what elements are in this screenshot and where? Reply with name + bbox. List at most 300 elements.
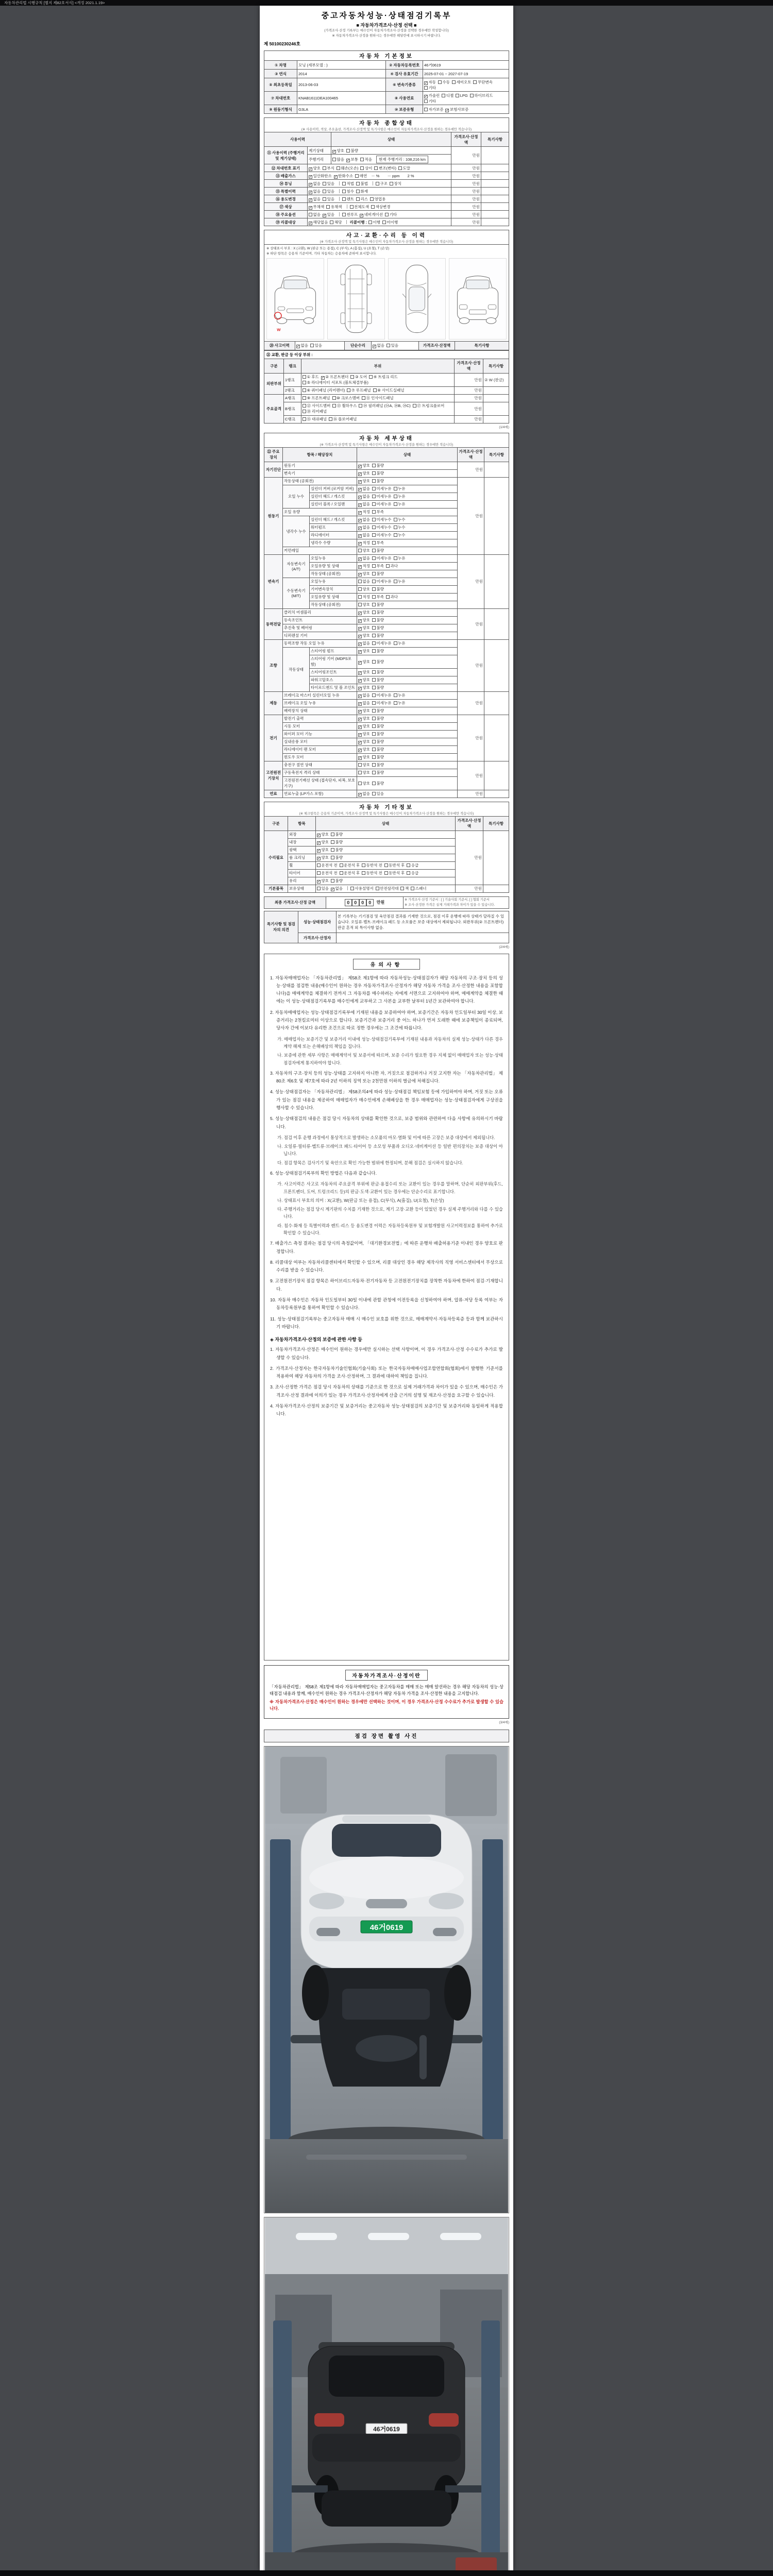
option-label: 누유: [398, 693, 406, 698]
sub-group-label: 오일 누수: [283, 485, 310, 508]
checkbox-icon: [372, 510, 376, 514]
checkbox-option: [473, 79, 492, 85]
checkbox-icon: [372, 556, 376, 560]
checkbox-icon: [376, 182, 379, 185]
checkbox-icon: [358, 580, 362, 583]
checkbox-option: [358, 517, 370, 522]
form-reference-strip: [0, 0, 773, 6]
checkbox-icon: [332, 396, 336, 400]
status-cell: [357, 668, 458, 676]
option-label: 불량: [376, 716, 384, 721]
checkbox-option: [386, 563, 398, 569]
item-label: 파워고압호스: [310, 676, 357, 684]
checkbox-checked-icon: ✓: [309, 167, 312, 171]
option-label: 양호: [362, 708, 371, 714]
accident-history-label: ⑳ 사고이력: [264, 341, 295, 350]
extra-value: 현재 주행거리 : 108,216 km: [376, 156, 428, 163]
checkbox-option: [372, 659, 384, 665]
section-basic-header: [264, 50, 509, 60]
table-header-row: [264, 447, 509, 462]
status-cell: [308, 188, 451, 195]
item-label: 윈도우 모터: [283, 753, 357, 761]
checkbox-icon: [323, 182, 326, 185]
option-label: 있음: [327, 189, 334, 194]
checkbox-option: [342, 196, 354, 202]
checkbox-icon: [342, 190, 346, 193]
sub-group-label: 수동변속기 (M/T): [283, 578, 310, 608]
checkbox-icon: [372, 732, 376, 736]
car-diagram-top: [388, 258, 446, 340]
simple-repair-status: [372, 341, 419, 350]
option-label: 자가보증: [428, 107, 444, 112]
final-amount-value: [326, 896, 404, 908]
checkbox-checked-icon: ✓: [359, 488, 362, 492]
price-cell: 만원: [458, 691, 484, 715]
checkbox-option: [372, 791, 384, 796]
remark-cell: [481, 188, 509, 195]
checkbox-icon: [323, 166, 326, 170]
checkbox-icon: [323, 190, 326, 193]
checkbox-checked-icon: ✓: [360, 213, 363, 217]
status-cell: [357, 691, 458, 699]
option-label: 불량: [350, 148, 359, 153]
item-label: 오일누유: [310, 554, 357, 562]
checkbox-option: [358, 579, 370, 584]
checkbox-icon: [303, 410, 306, 413]
checkbox-option: [358, 478, 370, 484]
option-label: 수동: [442, 79, 450, 84]
checkbox-option: [372, 563, 384, 569]
option-label: 있음: [376, 791, 384, 796]
checkbox-option: [394, 517, 406, 522]
checkbox-icon: [384, 863, 388, 867]
status-cell: [357, 493, 458, 500]
checkbox-icon: [386, 564, 390, 568]
checkbox-option: [424, 98, 436, 104]
checkbox-icon: [372, 580, 376, 583]
checkbox-option: [334, 173, 353, 179]
checkbox-icon: [346, 149, 350, 152]
option-label: 양호: [362, 463, 371, 468]
option-label: 불량: [376, 618, 384, 623]
checkbox-option: [360, 212, 383, 217]
item-label: B랭크: [284, 402, 301, 415]
checkbox-option: [309, 219, 328, 225]
option-label: 운전석 후: [344, 863, 360, 868]
option-label: 양호: [321, 840, 329, 845]
table-row: [264, 341, 509, 350]
column-header: 상태: [357, 447, 458, 462]
option-label: 사용설명서: [355, 886, 374, 891]
checkbox-option: [296, 343, 308, 348]
document-note-1: (가격조사·산정 기록부는 매수인이 자동차가격조사·산정을 선택한 경우에만 작성합니다): [324, 29, 449, 32]
status-cell: [357, 462, 458, 469]
table-row: [264, 70, 509, 78]
checkbox-icon: [309, 213, 312, 216]
status-cell: [357, 684, 458, 691]
checkbox-option: [394, 640, 406, 646]
option-label: 동반석 후: [389, 871, 405, 876]
checkbox-checked-icon: ✓: [359, 519, 362, 523]
checkbox-option: [358, 494, 370, 499]
checkbox-icon: [372, 471, 376, 475]
sub-group-label: 작동상태: [283, 647, 310, 691]
checkbox-option: [372, 648, 384, 654]
final-amount-label: 최종 가격조사·산정 금액: [264, 896, 326, 908]
option-label: 없음: [313, 196, 321, 201]
section-accident-title: 사고·교환·수리 등 이력: [346, 232, 427, 239]
option-label: 누수: [398, 533, 406, 538]
checkbox-option: [317, 855, 329, 860]
ceiling-light: [440, 2233, 481, 2240]
column-header: 항목: [288, 816, 316, 831]
checkbox-icon: [317, 863, 321, 867]
option-label: 없음: [313, 189, 321, 194]
item-label: 실린더 헤드 / 개스킷: [310, 493, 357, 500]
table-row: [264, 211, 509, 218]
checkbox-icon: [400, 887, 404, 890]
item-label: 동력조향 작동 오일 누유: [283, 639, 357, 647]
checkbox-icon: [303, 375, 306, 379]
price-cell: 만원: [451, 211, 481, 218]
status-cell: [357, 722, 458, 730]
checkbox-checked-icon: ✓: [309, 198, 312, 202]
checkbox-icon: [329, 417, 332, 421]
table-row: [264, 394, 509, 402]
opinion-section-label: 특기사항 및 점검자의 의견: [264, 911, 298, 943]
checkbox-icon: [372, 495, 376, 498]
checkbox-icon: [303, 396, 306, 400]
checkbox-option: [346, 157, 358, 162]
checkbox-option: [337, 165, 358, 171]
option-label: 침수: [346, 189, 354, 194]
checkbox-icon: [394, 693, 397, 697]
item-label: 시동 모터: [283, 722, 357, 730]
group-label: 조향: [264, 639, 283, 691]
option-label: ⑦ 루프패널: [351, 388, 371, 393]
checkbox-option: [358, 747, 370, 752]
checkbox-option: [350, 886, 374, 891]
section-detail-note: (※ 가격조사·산정액 및 특기사항은 매수인이 자동차가격조사·산정을 원하는 경우에만 적습니다): [320, 443, 453, 447]
option-label: 없음: [362, 525, 371, 530]
option-label: 불량: [376, 649, 384, 654]
option-label: 누유: [398, 502, 406, 507]
checkbox-option: [372, 501, 391, 507]
checkbox-option: [340, 870, 360, 876]
group-label: 자기진단: [264, 462, 283, 477]
option-label: 없음: [313, 181, 321, 186]
price-cell: 만원: [455, 415, 483, 423]
status-cell: [301, 373, 455, 386]
remark-cell: [481, 164, 509, 172]
sheet-marker-2: (2/4매): [499, 945, 509, 949]
option-label: 없음: [362, 641, 371, 646]
checkbox-icon: [394, 502, 397, 506]
checkbox-checked-icon: ✓: [347, 158, 350, 162]
checkbox-option: [358, 716, 370, 721]
lift-post-left: [270, 1839, 291, 2148]
option-label: 미세누수: [376, 533, 392, 538]
checkbox-option: [384, 862, 405, 868]
notice-item: 2. 자동차매매업자는 성능·상태점검기록부에 기재된 내용을 보증하여야 하며, 보증기간은 자동차 인도일부터 30일 이상, 보증거리는 2천킬로미터 이상으로 합니다. 보증기간과 보증거리 중 어느 하나가 먼저 도래한 때에 보증책임이 종료되며, 당사자 간에 이보다 유리한 조건으로 따로 정한 경우에는 그 조건에 따릅니다.: [270, 1009, 503, 1031]
checkbox-icon: [438, 80, 442, 84]
option-label: 세미오토: [456, 79, 472, 84]
checkbox-icon: [372, 634, 376, 637]
status-cell: [316, 854, 456, 861]
price-cell: 만원: [455, 394, 483, 402]
checkbox-icon: [372, 479, 376, 483]
inspector-opinion-table: [264, 911, 509, 943]
notice-body: [270, 974, 503, 1418]
checkbox-icon: [355, 174, 359, 178]
checkbox-option: [470, 93, 493, 98]
checkbox-option: [373, 387, 405, 393]
status-cell: [316, 846, 456, 854]
checkbox-icon: [470, 94, 474, 97]
option-label: ④ 트렁크 리드: [373, 375, 398, 380]
checkbox-option: [394, 494, 406, 499]
checkbox-icon: [371, 205, 375, 209]
price-cell: 만원: [451, 203, 481, 211]
wheel-left: [302, 1965, 329, 2021]
checkbox-icon: [359, 404, 362, 408]
remark-cell: [483, 415, 509, 423]
option-label: 영업용: [374, 196, 386, 201]
notice-subitem: 다. 점검 항목은 검사기기 및 육안으로 확인 가능한 범위에 한정되며, 분해 점검은 실시하지 않습니다.: [277, 1160, 463, 1165]
item-label: 라디에이터: [310, 531, 357, 539]
checkbox-option: [368, 219, 380, 225]
option-label: 누수: [398, 525, 406, 530]
exchange-parts-label: ㉑ 교환, 판금 등 이상 부위 :: [264, 350, 509, 359]
status-cell: [357, 531, 458, 539]
status-cell: [357, 745, 458, 753]
amount-unit: 만원: [376, 900, 385, 905]
option-label: 불량: [376, 755, 384, 760]
option-label: 스패너: [415, 886, 427, 891]
checkbox-option: [373, 343, 384, 348]
status-cell: [316, 885, 456, 892]
checkbox-icon: [340, 863, 343, 867]
status-cell: [308, 180, 451, 188]
checkbox-option: [360, 165, 372, 171]
checkbox-option: [372, 470, 384, 476]
column-header: 특기사항: [483, 816, 509, 831]
option-label: ③ 도어: [355, 375, 367, 380]
table-header-row: [264, 132, 509, 147]
option-label: ⑬ 휠하우스: [337, 403, 357, 409]
option-label: 양호: [321, 848, 329, 853]
group-label: 연료: [264, 790, 283, 798]
checkbox-option: [358, 669, 370, 675]
option-label: 보통: [350, 157, 359, 162]
checkbox-option: [372, 633, 384, 638]
field-label: ⑧ 사용연료: [386, 92, 423, 105]
option-label: 불량: [376, 732, 384, 737]
table-row: [264, 188, 509, 195]
item-label: 등속조인트: [283, 616, 357, 624]
checkbox-option: [317, 862, 338, 868]
item-label: 실린더 블록 / 오일팬: [310, 500, 357, 508]
checkbox-checked-icon: ✓: [446, 108, 449, 112]
checkbox-icon: [356, 197, 360, 201]
status-cell: [357, 715, 458, 722]
checkbox-option: [372, 747, 384, 752]
group-label: 변속기: [264, 554, 283, 608]
checkbox-option: [372, 685, 384, 690]
field-value: [423, 105, 509, 114]
headlight-left: [309, 1893, 344, 1909]
checkbox-option: [358, 571, 370, 577]
checkbox-icon: [369, 375, 373, 379]
checkbox-option: [358, 640, 370, 646]
option-label: 보험사보증: [449, 107, 469, 112]
item-label: 고전원전기배선 상태 (접속단자, 피복, 보호기구): [283, 776, 357, 790]
table-row: [264, 164, 509, 172]
option-label: ⑮ 대쉬패널: [307, 417, 327, 422]
amount-digit-boxes: [345, 899, 374, 906]
notice-item: 3. 자동차의 구조·장치 등의 성능·상태를 고지하지 아니한 자, 거짓으로 점검하거나 거짓 고지한 자는 「자동차관리법」 제80조 제6호 및 제7호에 따라 2년 이하의 징역 또는 2천만원 이하의 벌금에 처해집니다.: [270, 1070, 503, 1084]
checkbox-icon: [362, 871, 365, 875]
checkbox-option: [332, 148, 344, 154]
remark-cell: [484, 462, 509, 477]
checkbox-icon: [372, 611, 376, 614]
checkbox-icon: [332, 158, 336, 161]
checkbox-option: [394, 532, 406, 538]
option-label: 미세누유: [376, 701, 392, 706]
final-amount-note-1: ※ 가격조사·산정 기준서 : [ ] 기술사회 기준서, [ ] 협회 기준서: [405, 898, 490, 902]
option-label: 양호: [321, 832, 329, 837]
checkbox-checked-icon: ✓: [359, 749, 362, 753]
license-plate-number: 46거0619: [369, 1923, 404, 1932]
checkbox-icon: [384, 871, 388, 875]
option-label: ⑤ 라디에이터 서포트 (볼트체결부품): [307, 380, 368, 385]
status-cell: [357, 585, 458, 593]
option-label: 없음: [362, 533, 371, 538]
item-label: 디퍼렌셜 기어: [283, 632, 357, 639]
sub-group-label: 냉각수 누수: [283, 516, 310, 547]
item-label: 유리: [288, 877, 316, 885]
checkbox-option: [303, 403, 330, 409]
document-title: 중고자동차성능·상태점검기록부: [321, 11, 452, 20]
item-label: 타이로드엔드 및 볼 조인트: [310, 684, 357, 691]
checkbox-checked-icon: ✓: [309, 182, 312, 187]
option-label: 구조: [380, 181, 388, 186]
option-label: 부족: [376, 510, 384, 515]
status-cell: [357, 523, 458, 531]
option-label: 없음: [362, 556, 371, 561]
section-detail-header: [264, 433, 509, 447]
car-diagram-underbody: [327, 258, 385, 340]
checkbox-icon: [360, 166, 364, 170]
option-label: 양호: [362, 471, 371, 476]
checkbox-option: [424, 93, 440, 98]
notice-item: 1. 자동차매매업자는 「자동차관리법」 제58조 제1항에 따라 자동차성능·상태점검자가 해당 자동차의 구조·장치 등의 성능·상태를 점검한 내용(매수인이 원하는 경우 자동차가격조사·산정자가 해당 자동차 가격을 조사·산정한 내용을 포함합니다)을 매매계약을 체결하기 전까지 그 자동차를 매수하려는 자에게 서면으로 고지하여야 하며, 매매계약을 체결한 때에는 이 성능·상태점검기록부를 매수인에게 교부하고 그 사본을 교부한 날부터 1년간 보관하여야 합니다.: [270, 975, 503, 1004]
checkbox-checked-icon: ✓: [317, 841, 321, 845]
option-label: 양호: [362, 677, 371, 683]
notice-item: 3. 조사·산정한 가격은 점검 당시 자동차의 상태를 기준으로 한 것으로 실제 거래가격과 차이가 있을 수 있으며, 매수인은 가격조사·산정 결과에 이의가 있는 경우 가격조사·산정자에게 산출 근거의 설명 및 재조사·산정을 요구할 수 있습니다.: [270, 1384, 503, 1398]
option-label: 색상변경: [375, 204, 391, 209]
checkbox-checked-icon: ✓: [359, 573, 362, 577]
group-label: ⑱ 주요옵션: [264, 211, 308, 218]
price-cell: 만원: [456, 885, 483, 892]
checkbox-option: [350, 204, 369, 210]
checkbox-icon: [326, 205, 330, 209]
bottom-border-strip: [0, 2570, 773, 2576]
checkbox-icon: [358, 771, 362, 774]
notice-item: 1. 자동차가격조사·산정은 매수인이 원하는 경우에만 실시하는 선택 사항이며, 이 경우 가격조사·산정 수수료가 추가로 발생할 수 있습니다.: [270, 1347, 503, 1360]
option-label: 화재: [360, 189, 368, 194]
checkbox-checked-icon: ✓: [323, 213, 326, 217]
price-column-header: 가격조사·산정액: [419, 341, 455, 350]
group-label: ⑪ 사용이력 (주행거리 및 계기상태): [264, 147, 308, 164]
checkbox-option: [317, 870, 338, 876]
group-label: 기본품목: [264, 885, 288, 892]
status-cell: [301, 402, 455, 415]
checkbox-icon: [372, 717, 376, 720]
price-cell: 만원: [451, 164, 481, 172]
inspector-role-label: 성능·상태점검자: [298, 911, 337, 933]
checkbox-checked-icon: ✓: [331, 888, 334, 892]
table-row: [264, 911, 509, 933]
damage-marker-code: W: [277, 327, 281, 332]
option-label: 불량: [376, 770, 384, 775]
remark-cell: [483, 885, 509, 892]
price-cell: 만원: [451, 218, 481, 226]
option-label: 적정: [362, 595, 371, 600]
rank-parts-table: [264, 359, 509, 423]
remark-cell: [484, 790, 509, 798]
option-label: 양호: [362, 602, 371, 607]
option-label: 해당없음: [313, 219, 328, 225]
checkbox-icon: [374, 166, 378, 170]
checkbox-icon: [456, 94, 459, 97]
status-cell: [357, 578, 458, 585]
status-cell: [357, 753, 458, 761]
appraiser-role-label: 가격조사·산정자: [298, 933, 337, 943]
table-row: [264, 105, 509, 114]
option-label: 불량: [335, 832, 343, 837]
option-label: 불량: [376, 625, 384, 631]
group-label: ⑬ 배출가스: [264, 172, 308, 180]
amount-digit-box: 0: [352, 899, 359, 906]
checkbox-option: [372, 509, 384, 515]
option-label: 불량: [376, 685, 384, 690]
checkbox-checked-icon: ✓: [321, 376, 325, 380]
option-label: 부식: [327, 165, 334, 171]
option-label: ⑪ 인사이드패널: [366, 396, 394, 401]
option-label: 부족: [376, 540, 384, 546]
car-diagram-panel: [264, 244, 509, 341]
status-cell: [308, 218, 451, 226]
checkbox-option: [358, 731, 370, 737]
checkbox-option: [358, 633, 370, 638]
option-divider: [346, 220, 347, 224]
checkbox-option: [355, 173, 367, 179]
checkbox-option: [372, 555, 391, 561]
option-label: 불량: [376, 471, 384, 476]
price-cell: 만원: [458, 715, 484, 761]
field-value: G3LA: [297, 105, 386, 114]
diagram-basis-legend: ※ 하단 항목은 승용차 기준이며, 기타 자동차는 승용차에 준하여 표시합니다.: [266, 251, 377, 256]
option-label: 불량: [335, 855, 343, 860]
checkbox-option: [372, 532, 391, 538]
checkbox-icon: [358, 603, 362, 606]
headlight-right: [429, 1893, 464, 1909]
rear-bumper: [312, 2434, 461, 2462]
option-label: 양호: [362, 781, 371, 786]
option-label: 불량: [376, 548, 384, 553]
checkbox-icon: [424, 108, 428, 111]
